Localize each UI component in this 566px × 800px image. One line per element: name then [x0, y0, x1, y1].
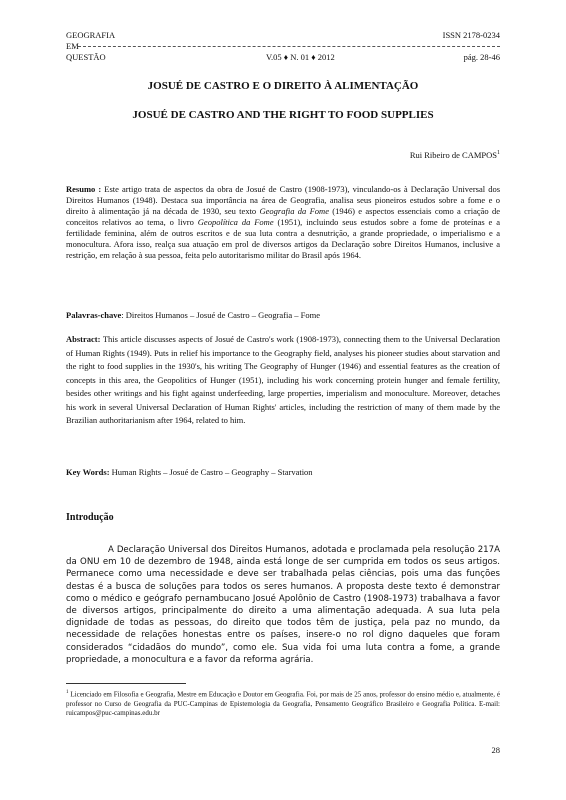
resumo-paragraph	[66, 184, 500, 261]
title-english: JOSUÉ DE CASTRO AND THE RIGHT TO FOOD SUPPLIES	[132, 109, 434, 121]
journal-name-part3: QUESTÃO	[66, 52, 106, 62]
resumo-text: Este artigo trata de aspectos da obra de Josué de Castro (1908-1973), vinculando-os à Declaração Universal dos Direitos Humanos (1948). Destaca sua importância na área de Geografia, analisa seus pioneiros estudos sobre a fome e o direito à alimentação já na década de 1930, seu texto	[66, 184, 500, 216]
author-footnote-mark: 1	[497, 150, 500, 157]
palavras-chave-line	[66, 310, 500, 320]
footnote-rule	[66, 683, 186, 684]
footnote-text: Licenciado em Filosofia e Geografia, Mestre em Educação e Doutor em Geografia. Foi, por mais de 25 anos, professor do ensino médio e, atualmente, é professor no Curso de Geografia da PUC-Campinas de Epistemologia da Geografia, Pensamento Geográfico Brasileiro e Geografia Política. E-mail: ruicampos@puc-campinas.edu.br	[66, 690, 500, 718]
key-words-line	[66, 467, 500, 477]
resumo-label: Resumo :	[66, 184, 102, 194]
issn: ISSN 2178-0234	[442, 30, 500, 40]
resumo-text-2: (1946) e aspectos essenciais como a criação de conceitos relativos ao tema, o livro	[66, 206, 501, 227]
abstract-paragraph	[66, 333, 500, 428]
footnote-mark: 1	[66, 690, 69, 695]
page-range: pág. 28-46	[463, 52, 500, 62]
key-words-label: Key Words:	[66, 467, 110, 477]
footnote	[66, 688, 500, 719]
page-number: 28	[491, 745, 500, 755]
intro-text: A Declaração Universal dos Direitos Humanos, adotada e proclamada pela resolução 217A da ONU em 10 de dezembro de 1948, ainda está longe de ser cumprida em todos os seus artigos. Permanece como uma necessidade e deve ser trabalhada pelas ciências, pois uma das funções destas é a busca de soluções para todos os seres humanos. A proposta deste texto é demonstrar como o médico e geógrafo pernambucano Josué Apolônio de Castro (1908-1973) trabalhava a favor de diversos artigos, principalmente do direito a uma alimentação adequada. A sua luta pela dignidade de todas as pessoas, do direito que todos têm de justiça, pela paz no mundo, da necessidade de relações honestas entre os países, insere-o no rol digno daqueles que foram considerados “cidadãos do mundo”, como ele. Sua vida foi uma luta contra a fome, a grande propriedade, a monocultura e a favor da reforma agrária.	[66, 545, 500, 665]
intro-paragraph	[66, 544, 500, 666]
journal-header-line2	[66, 41, 500, 52]
key-words-text: Human Rights – Josué de Castro – Geography – Starvation	[109, 467, 313, 477]
header-rule	[78, 46, 500, 47]
palavras-chave-label: Palavras-chave	[66, 310, 122, 320]
title-portuguese: JOSUÉ DE CASTRO E O DIREITO À ALIMENTAÇÃO	[147, 80, 419, 92]
palavras-chave-text: : Direitos Humanos – Josué de Castro – Geografia – Fome	[121, 310, 321, 320]
author-line	[410, 150, 500, 160]
journal-header-line3	[66, 52, 500, 63]
journal-name-part1: GEOGRAFIA	[66, 30, 116, 40]
author-name: Rui Ribeiro de CAMPOS	[409, 150, 497, 160]
resumo-book-title-2: Geopolítica da Fome	[197, 217, 274, 227]
volume-issue: V.05 ♦ N. 01 ♦ 2012	[266, 52, 335, 62]
resumo-book-title-1: Geografia da Fome	[259, 206, 329, 216]
resumo-text-3: (1951), incluindo seus estudos sobre a fome de proteínas e a fertilidade feminina, além de outros escritos e de sua luta contra a desnutrição, a grande propriedade, o imperialismo e a monocultura. Afora isso, realça sua atuação em prol de diversos artigos da Declaração sobre Direitos Humanos, inclusive a restrição, em relação à sua pessoa, feita pelo autoritarismo militar do Brasil após 1964.	[66, 217, 501, 260]
abstract-text: This article discusses aspects of Josué de Castro's work (1908-1973), connecting them to the Universal Declaration of Human Rights (1949). Puts in relief his importance to the Geography field, analyses his pioneer studies about starvation and the right to food supplies in the 1930's, his writing The Geography of Hunger (1946) and essential features as the creation of concepts in this area, the Geopolitics of Hunger (1951), including his work concerning protein hunger and female fertility, besides other writings and his fight against underfeeding, large properties, imperialism and monoculture. Moreover, detaches his work in several Universal Declaration of Human Rights' articles, including the restriction of many of them made by the Brazilian authoritarianism after 1964, related to him.	[66, 334, 500, 425]
journal-header-line1	[66, 30, 500, 41]
section-heading: Introdução	[66, 512, 114, 523]
abstract-label: Abstract:	[66, 334, 101, 344]
journal-name-part2: EM	[66, 41, 79, 51]
